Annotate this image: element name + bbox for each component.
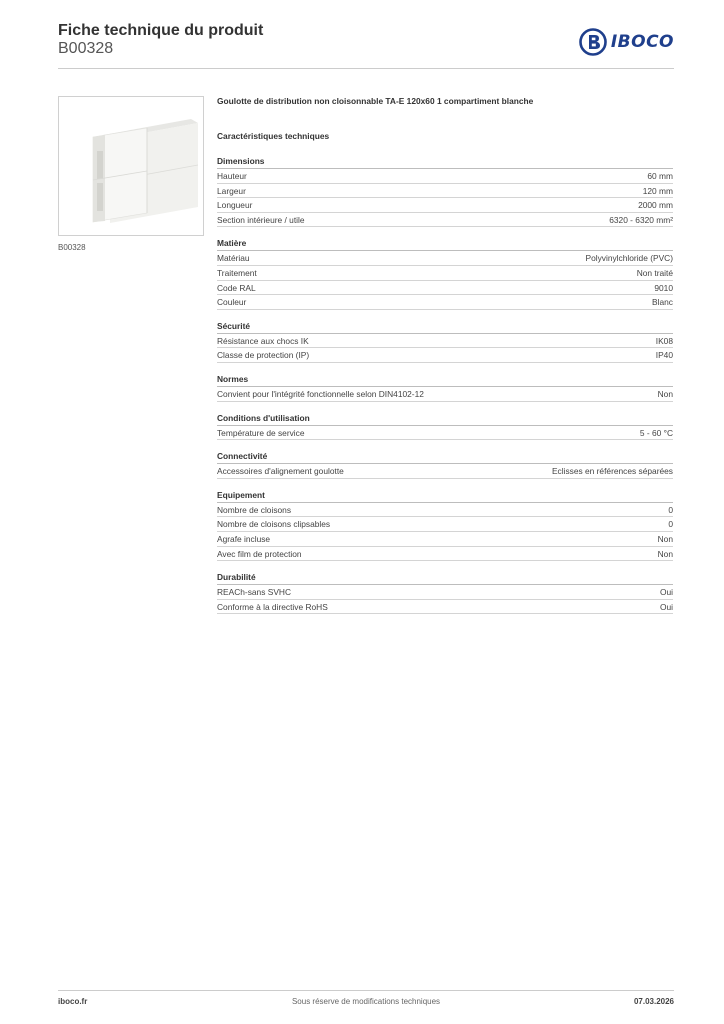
spec-section bbox=[217, 155, 673, 227]
spec-row bbox=[217, 198, 673, 213]
spec-label: REACh-sans SVHC bbox=[217, 587, 292, 598]
spec-row bbox=[217, 334, 673, 349]
spec-label: Couleur bbox=[217, 297, 247, 308]
spec-row bbox=[217, 251, 673, 266]
spec-value: Eclisses en références séparées bbox=[551, 466, 673, 477]
spec-label: Largeur bbox=[217, 185, 246, 196]
spec-row bbox=[217, 532, 673, 547]
spec-label: Température de service bbox=[217, 427, 305, 438]
spec-label: Convient pour l'intégrité fonctionnelle selon DIN4102-12 bbox=[217, 388, 424, 399]
spec-row bbox=[217, 348, 673, 363]
spec-section bbox=[217, 320, 673, 363]
page-header bbox=[58, 20, 674, 68]
brand-logo bbox=[579, 26, 674, 58]
product-name: Goulotte de distribution non cloisonnable TA-E 120x60 1 compartiment blanche bbox=[217, 96, 534, 106]
spec-row bbox=[217, 387, 673, 402]
spec-value: 120 mm bbox=[642, 185, 673, 196]
footer-website: iboco.fr bbox=[58, 997, 88, 1006]
spec-section bbox=[217, 237, 673, 309]
spec-row bbox=[217, 585, 673, 600]
spec-section bbox=[217, 373, 673, 402]
spec-value: Oui bbox=[659, 601, 673, 612]
brand-logo-text: IBOCO bbox=[610, 32, 674, 52]
spec-value: 9010 bbox=[654, 282, 673, 293]
page-footer bbox=[58, 997, 674, 1011]
brand-logo-mark-icon bbox=[579, 28, 607, 56]
section-title: Equipement bbox=[217, 489, 673, 503]
tech-specs-heading: Caractéristiques techniques bbox=[217, 131, 330, 141]
spec-section bbox=[217, 571, 673, 614]
header-divider bbox=[58, 68, 674, 69]
spec-value: 6320 - 6320 mm² bbox=[609, 214, 673, 225]
spec-section bbox=[217, 489, 673, 561]
spec-label: Avec film de protection bbox=[217, 548, 302, 559]
spec-value: Oui bbox=[659, 587, 673, 598]
spec-value: Non traité bbox=[636, 267, 673, 278]
spec-row bbox=[217, 213, 673, 228]
spec-label: Longueur bbox=[217, 200, 253, 211]
section-title: Durabilité bbox=[217, 571, 673, 585]
spec-row bbox=[217, 184, 673, 199]
spec-label: Nombre de cloisons bbox=[217, 504, 292, 515]
section-title: Sécurité bbox=[217, 320, 673, 334]
spec-value: 60 mm bbox=[647, 171, 673, 181]
spec-section bbox=[217, 412, 673, 441]
spec-section bbox=[217, 450, 673, 479]
spec-row bbox=[217, 547, 673, 562]
spec-value: Blanc bbox=[652, 297, 673, 308]
spec-row bbox=[217, 295, 673, 310]
section-title: Connectivité bbox=[217, 450, 673, 464]
spec-label: Nombre de cloisons clipsables bbox=[217, 519, 331, 530]
spec-sections bbox=[217, 155, 673, 614]
spec-label: Classe de protection (IP) bbox=[217, 350, 310, 361]
spec-value: 5 - 60 °C bbox=[639, 427, 673, 438]
spec-label: Section intérieure / utile bbox=[217, 214, 305, 225]
spec-content bbox=[217, 96, 673, 614]
spec-row bbox=[217, 281, 673, 296]
spec-value: IP40 bbox=[655, 350, 673, 361]
spec-row bbox=[217, 169, 673, 184]
spec-value: IK08 bbox=[655, 335, 673, 346]
page-title: Fiche technique du produit bbox=[58, 22, 264, 39]
spec-row bbox=[217, 517, 673, 532]
footer-divider bbox=[58, 990, 674, 991]
section-title: Normes bbox=[217, 373, 673, 387]
product-image bbox=[58, 96, 204, 236]
spec-row bbox=[217, 426, 673, 441]
spec-label: Agrafe incluse bbox=[217, 533, 271, 544]
section-title: Dimensions bbox=[217, 155, 673, 169]
spec-label: Code RAL bbox=[217, 282, 256, 293]
image-caption: B00328 bbox=[58, 243, 86, 252]
footer-date: 07.03.2026 bbox=[633, 997, 674, 1006]
spec-row bbox=[217, 503, 673, 518]
spec-label: Accessoires d'alignement goulotte bbox=[217, 466, 344, 477]
spec-value: Non bbox=[657, 548, 673, 559]
spec-value: 2000 mm bbox=[638, 200, 673, 211]
spec-value: 0 bbox=[668, 519, 673, 530]
spec-label: Résistance aux chocs IK bbox=[217, 335, 309, 346]
spec-label: Traitement bbox=[217, 267, 257, 278]
spec-value: 0 bbox=[668, 504, 673, 515]
spec-label: Hauteur bbox=[217, 171, 247, 181]
section-title: Conditions d'utilisation bbox=[217, 412, 673, 426]
spec-value: Non bbox=[657, 388, 673, 399]
cable-trunking-illustration bbox=[59, 97, 203, 235]
spec-value: Polyvinylchloride (PVC) bbox=[585, 253, 673, 264]
spec-row bbox=[217, 600, 673, 615]
spec-label: Conforme à la directive RoHS bbox=[217, 601, 328, 612]
spec-label: Matériau bbox=[217, 253, 250, 264]
footer-note: Sous réserve de modifications techniques bbox=[291, 997, 441, 1006]
section-title: Matière bbox=[217, 237, 673, 251]
spec-value: Non bbox=[657, 533, 673, 544]
spec-row bbox=[217, 464, 673, 479]
spec-row bbox=[217, 266, 673, 281]
product-reference: B00328 bbox=[58, 40, 114, 57]
